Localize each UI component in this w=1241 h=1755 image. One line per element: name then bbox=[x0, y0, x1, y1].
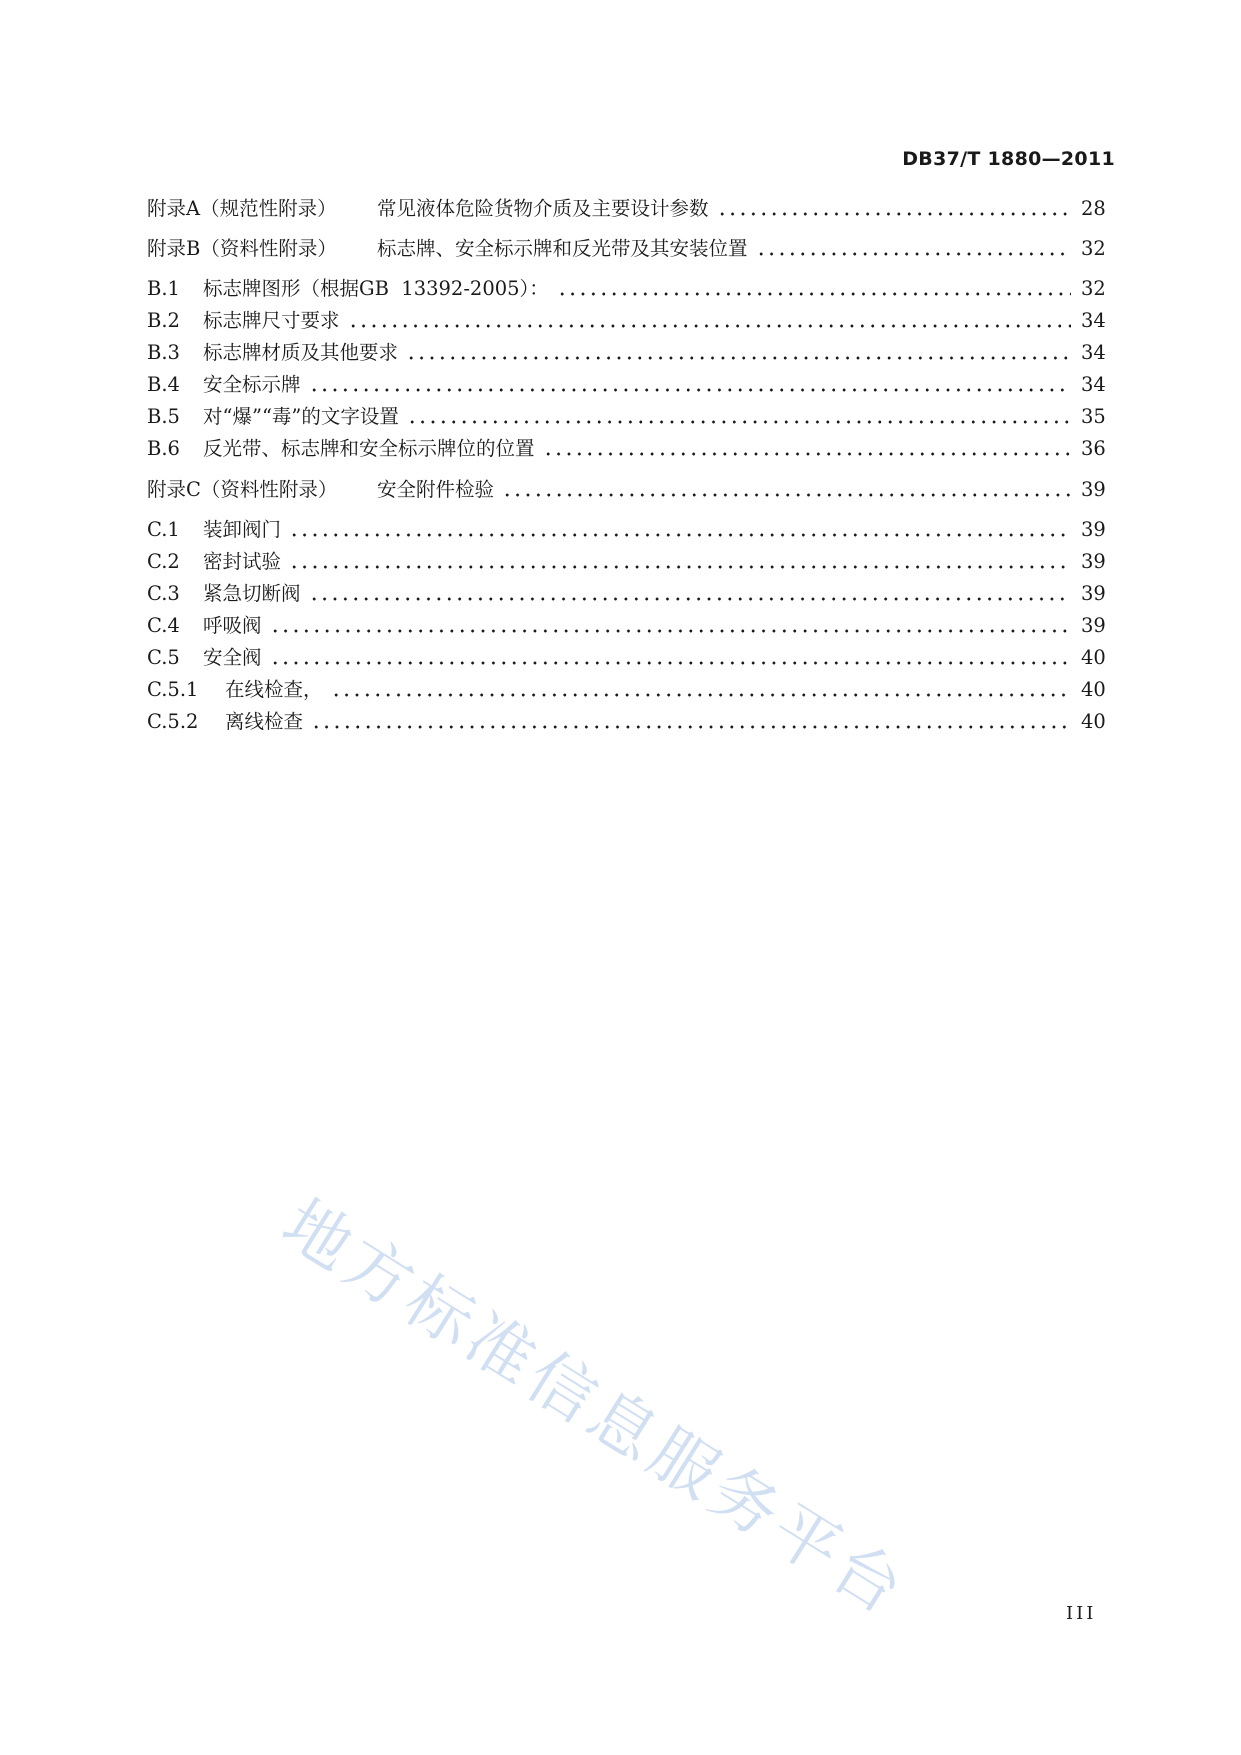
toc-number: C.2 bbox=[147, 550, 180, 573]
toc-title: 安全标示牌 bbox=[203, 373, 301, 396]
toc-page: 28 bbox=[1081, 197, 1106, 220]
toc-page: 39 bbox=[1081, 614, 1106, 637]
toc-number: 附录B（资料性附录） bbox=[147, 237, 337, 260]
toc-page: 32 bbox=[1081, 237, 1106, 260]
toc-number: C.5.1 bbox=[147, 678, 199, 701]
toc-page: 40 bbox=[1081, 710, 1106, 733]
dot-leader bbox=[717, 212, 1071, 216]
dot-leader bbox=[289, 565, 1071, 569]
toc-number: B.5 bbox=[147, 405, 180, 428]
dot-leader bbox=[311, 725, 1071, 729]
toc-number: B.4 bbox=[147, 373, 180, 396]
toc-page: 32 bbox=[1081, 277, 1106, 300]
toc-number: B.3 bbox=[147, 341, 180, 364]
toc-title: 标志牌图形（根据GB 13392-2005）： bbox=[203, 277, 549, 300]
toc-entry-b5[interactable] bbox=[147, 403, 1105, 431]
toc-title: 反光带、标志牌和安全标示牌位的位置 bbox=[203, 437, 535, 460]
toc-entry-b1[interactable] bbox=[147, 275, 1105, 303]
toc-title: 紧急切断阀 bbox=[203, 582, 301, 605]
toc-entry-b6[interactable] bbox=[147, 435, 1105, 463]
toc-title: 安全附件检验 bbox=[377, 478, 495, 501]
toc-number: C.5.2 bbox=[147, 710, 199, 733]
toc-page: 39 bbox=[1081, 518, 1106, 541]
toc-page: 35 bbox=[1081, 405, 1106, 428]
toc-entry-b2[interactable] bbox=[147, 307, 1105, 335]
dot-leader bbox=[756, 252, 1071, 256]
toc-entry-c5[interactable] bbox=[147, 644, 1105, 672]
toc-entry-c1[interactable] bbox=[147, 516, 1105, 544]
toc-number: B.2 bbox=[147, 309, 180, 332]
toc-title: 对“爆”“毒”的文字设置 bbox=[203, 405, 399, 428]
toc-number: C.3 bbox=[147, 582, 180, 605]
toc-entry-appendix-c[interactable] bbox=[147, 476, 1105, 504]
toc-page: 36 bbox=[1081, 437, 1106, 460]
dot-leader bbox=[331, 693, 1071, 697]
dot-leader bbox=[407, 420, 1071, 424]
toc-title: 标志牌材质及其他要求 bbox=[203, 341, 399, 364]
toc-page: 40 bbox=[1081, 646, 1106, 669]
toc-title: 呼吸阀 bbox=[203, 614, 262, 637]
dot-leader bbox=[406, 356, 1071, 360]
toc-entry-c4[interactable] bbox=[147, 612, 1105, 640]
standard-code: DB37/T 1880—2011 bbox=[902, 148, 1115, 170]
toc-number: B.6 bbox=[147, 437, 180, 460]
toc-page: 34 bbox=[1081, 341, 1106, 364]
toc-title: 在线检查， bbox=[225, 678, 323, 701]
toc-entry-appendix-b[interactable] bbox=[147, 235, 1105, 263]
toc-number: B.1 bbox=[147, 277, 180, 300]
dot-leader bbox=[270, 629, 1071, 633]
toc-entry-c3[interactable] bbox=[147, 580, 1105, 608]
toc-page: 39 bbox=[1081, 582, 1106, 605]
toc-title: 密封试验 bbox=[203, 550, 282, 573]
dot-leader bbox=[309, 388, 1071, 392]
dot-leader bbox=[543, 452, 1071, 456]
toc-entry-b3[interactable] bbox=[147, 339, 1105, 367]
dot-leader bbox=[502, 493, 1071, 497]
toc-entry-b4[interactable] bbox=[147, 371, 1105, 399]
dot-leader bbox=[348, 324, 1071, 328]
toc-entry-c52[interactable] bbox=[147, 708, 1105, 736]
toc-title: 离线检查 bbox=[225, 710, 304, 733]
toc-page: 39 bbox=[1081, 550, 1106, 573]
page-number: III bbox=[1066, 1603, 1097, 1624]
dot-leader bbox=[309, 597, 1071, 601]
toc-entry-c51[interactable] bbox=[147, 676, 1105, 704]
toc-number: C.1 bbox=[147, 518, 180, 541]
toc-title: 标志牌尺寸要求 bbox=[203, 309, 340, 332]
toc-number: C.4 bbox=[147, 614, 180, 637]
toc-page: 40 bbox=[1081, 678, 1106, 701]
toc-entry-c2[interactable] bbox=[147, 548, 1105, 576]
dot-leader bbox=[289, 533, 1071, 537]
toc-number: 附录A（规范性附录） bbox=[147, 197, 337, 220]
dot-leader bbox=[557, 292, 1071, 296]
toc-title: 常见液体危险货物介质及主要设计参数 bbox=[377, 197, 709, 220]
toc-title: 装卸阀门 bbox=[203, 518, 282, 541]
toc-page: 34 bbox=[1081, 373, 1106, 396]
watermark: 地方标准信息服务平台 bbox=[269, 1184, 921, 1632]
toc-entry-appendix-a[interactable] bbox=[147, 195, 1105, 223]
toc-title: 安全阀 bbox=[203, 646, 262, 669]
toc-title: 标志牌、安全标示牌和反光带及其安装位置 bbox=[377, 237, 748, 260]
toc-number: 附录C（资料性附录） bbox=[147, 478, 338, 501]
toc-page: 39 bbox=[1081, 478, 1106, 501]
toc-page: 34 bbox=[1081, 309, 1106, 332]
toc-number: C.5 bbox=[147, 646, 180, 669]
dot-leader bbox=[270, 661, 1071, 665]
